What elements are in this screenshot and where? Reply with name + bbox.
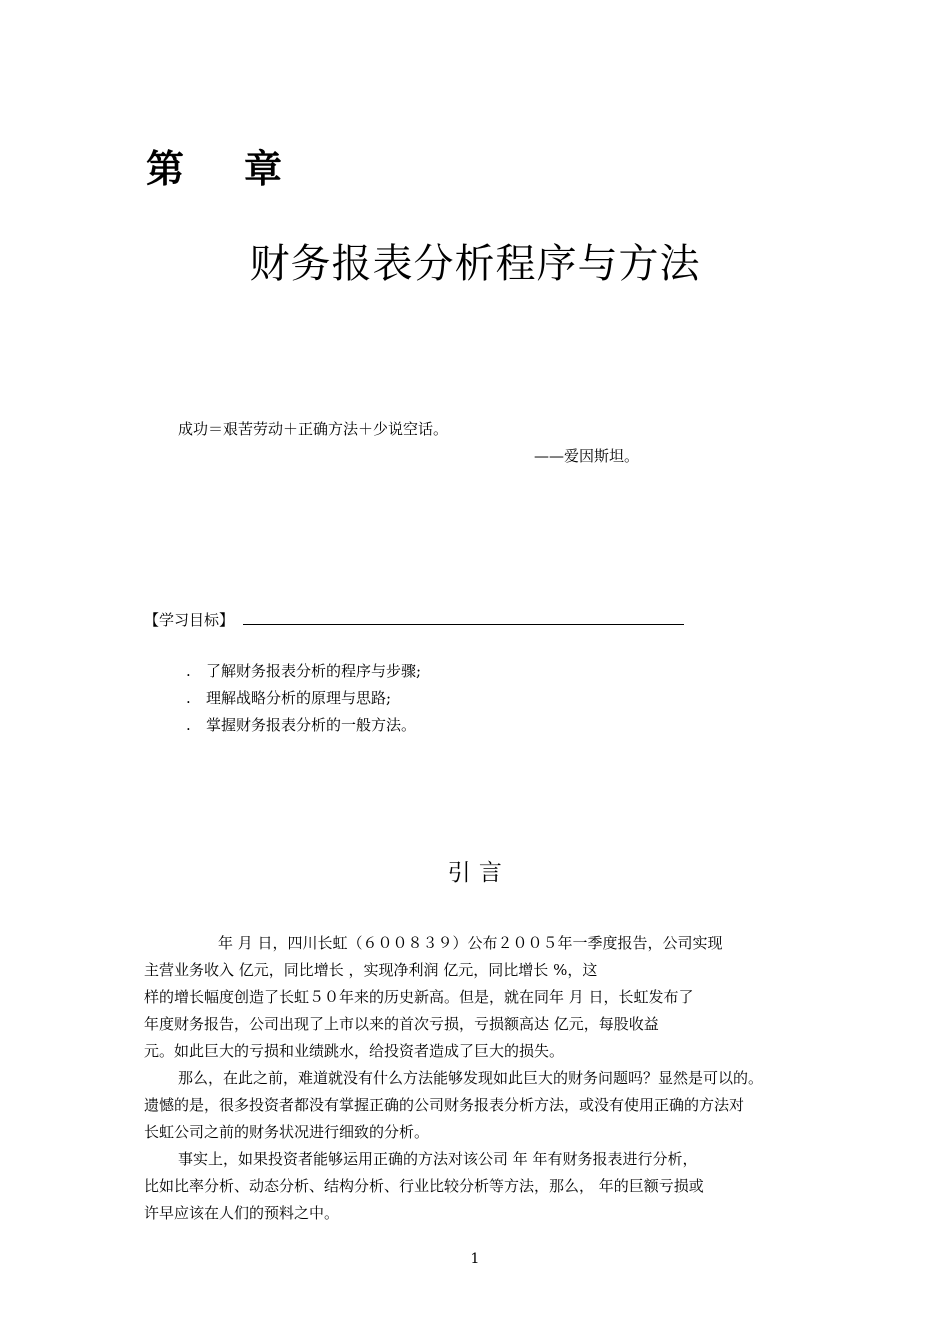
- intro-line: 遗憾的是，很多投资者都没有掌握正确的公司财务报表分析方法，或没有使用正确的方法对: [144, 1096, 745, 1114]
- intro-heading: 引 言: [447, 860, 503, 886]
- page-number: 1: [470, 1251, 480, 1267]
- chapter-title: 财务报表分析程序与方法: [249, 241, 701, 287]
- objective-text: 了解财务报表分析的程序与步骤;: [206, 662, 422, 680]
- intro-line: 年度财务报告，公司出现了上市以来的首次亏损，亏损额高达 亿元，每股收益: [144, 1015, 659, 1033]
- objective-item: [186, 689, 421, 716]
- objective-marker: .: [186, 662, 191, 680]
- intro-line: 年 月 日，四川长虹（６００８３９）公布２００５年一季度报告，公司实现: [218, 934, 723, 952]
- objectives-heading: 【学习目标】: [144, 611, 235, 629]
- intro-line: 那么，在此之前，难道就没有什么方法能够发现如此巨大的财务问题吗？显然是可以的。: [178, 1069, 764, 1087]
- intro-line: 比如比率分析、动态分析、结构分析、行业比较分析等方法，那么， 年的巨额亏损或: [144, 1177, 704, 1195]
- objectives-list: [186, 662, 421, 743]
- objective-text: 掌握财务报表分析的一般方法。: [206, 716, 417, 734]
- objective-marker: .: [186, 689, 191, 707]
- objective-text: 理解战略分析的原理与思路;: [206, 689, 392, 707]
- objective-item: [186, 716, 421, 743]
- intro-line: 事实上，如果投资者能够运用正确的方法对该公司 年 年有财务报表进行分析，: [178, 1150, 698, 1168]
- objectives-rule: [243, 624, 684, 625]
- epigraph-quote: 成功＝艰苦劳动＋正确方法＋少说空话。: [178, 420, 449, 438]
- intro-line: 许早应该在人们的预料之中。: [144, 1204, 340, 1222]
- intro-line: 主营业务收入 亿元，同比增长 ，实现净利润 亿元，同比增长 %，这: [144, 961, 598, 979]
- chapter-suffix: 章: [244, 147, 283, 191]
- intro-line: 样的增长幅度创造了长虹５０年来的历史新高。但是，就在同年 月 日，长虹发布了: [144, 988, 694, 1006]
- epigraph-author: ——爱因斯坦。: [534, 447, 640, 465]
- chapter-prefix: 第: [146, 147, 185, 191]
- intro-line: 元。如此巨大的亏损和业绩跳水，给投资者造成了巨大的损失。: [144, 1042, 565, 1060]
- objective-item: [186, 662, 421, 689]
- intro-line: 长虹公司之前的财务状况进行细致的分析。: [144, 1123, 430, 1141]
- objective-marker: .: [186, 716, 191, 734]
